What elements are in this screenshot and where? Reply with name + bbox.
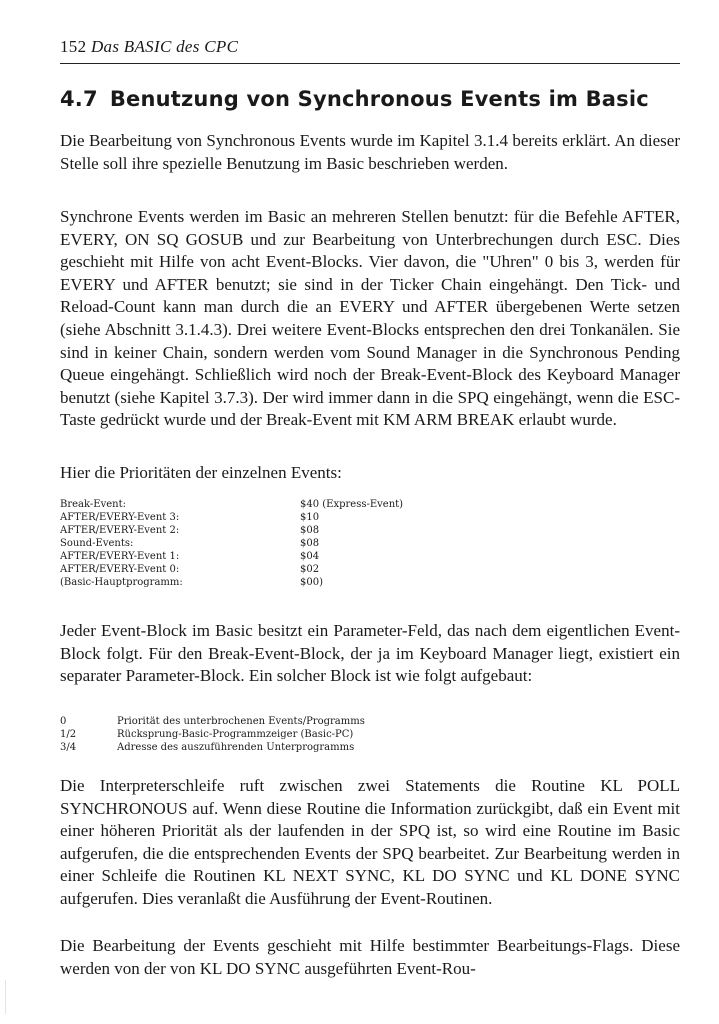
paragraph-parameter-block: Jeder Event-Block im Basic besitzt ein Parameter-Feld, das nach dem eigentlichen Event-Block folgt. Für den Break-Event-Block, der ja im Keyboard Manager liegt, existiert ein separater Parameter-Block. Ein solcher Block ist wie folgt aufgebaut: [60, 621, 680, 686]
event-priority: $40 (Express-Event) [300, 499, 404, 510]
byte-offset: 1/2 [60, 729, 77, 740]
event-name: AFTER/EVERY-Event 2: [60, 525, 180, 536]
table-row [60, 550, 403, 563]
byte-description: Rücksprung-Basic-Programmzeiger (Basic-PC) [117, 729, 354, 740]
table-row [60, 498, 403, 511]
byte-offset: 3/4 [60, 742, 77, 753]
byte-description: Adresse des auszuführenden Unterprogramms [117, 742, 355, 753]
paragraph-intro: Die Bearbeitung von Synchronous Events wurde im Kapitel 3.1.4 bereits erklärt. An dieser Stelle soll ihre spezielle Benutzung im Basic beschrieben werden. [60, 131, 680, 173]
table-row [60, 537, 403, 550]
header-rule [60, 63, 680, 64]
event-priority: $10 [300, 512, 320, 523]
paragraph-usage: Synchrone Events werden im Basic an mehreren Stellen benutzt: für die Befehle AFTER, EVERY, ON SQ GOSUB und zur Bearbeitung von Unterbrechungen durch ESC. Dies geschieht mit Hilfe von acht Event-Blocks. Vier davon, die "Uhren" 0 bis 3, werden für EVERY und AFTER benutzt; sie sind in der Ticker Chain eingehängt. Den Tick- und Reload-Count kann man durch die an EVERY und AFTER übergebenen Werte setzen (siehe Abschnitt 3.1.4.3). Drei weitere Event-Blocks entsprechen den drei Tonkanälen. Sie sind in keiner Chain, sondern werden vom Sound Manager in die Synchronous Pending Queue eingehängt. Schließlich wird noch der Break-Event-Block des Keyboard Manager benutzt (siehe Kapitel 3.7.3). Der wird immer dann in die SPQ eingehängt, wenn die ESC-Taste gedrückt wurde und der Break-Event mit KM ARM BREAK erlaubt wurde. [60, 207, 680, 430]
event-name: AFTER/EVERY-Event 0: [60, 564, 180, 575]
event-name: (Basic-Hauptprogramm: [60, 577, 183, 588]
table-row [60, 715, 365, 728]
event-name: AFTER/EVERY-Event 3: [60, 512, 180, 523]
section-heading [60, 87, 649, 111]
table-row [60, 728, 365, 741]
event-priority: $00) [300, 577, 323, 588]
page-number: 152 [60, 37, 87, 56]
event-name: AFTER/EVERY-Event 1: [60, 551, 180, 562]
event-priority: $04 [300, 551, 320, 562]
event-name: Sound-Events: [60, 538, 134, 549]
table-row [60, 741, 365, 754]
event-priority: $08 [300, 525, 320, 536]
running-head [60, 37, 238, 57]
event-priority: $08 [300, 538, 320, 549]
table-row [60, 524, 403, 537]
scan-margin-mark [5, 980, 6, 1014]
book-page [60, 0, 680, 1024]
section-number: 4.7 [60, 87, 98, 111]
byte-offset: 0 [60, 716, 67, 727]
table-row [60, 563, 403, 576]
paragraph-interpreter-loop: Die Interpreterschleife ruft zwischen zwei Statements die Routine KL POLL SYNCHRONOUS auf. Wenn diese Routine die Information zurückgibt, daß ein Event mit einer höheren Priorität als der laufenden in der SPQ ist, so wird eine Routine im Basic aufgerufen, die die entsprechenden Events der SPQ bearbeitet. Zur Bearbeitung werden in einer Schleife die Routinen KL NEXT SYNC, KL DO SYNC und KL DONE SYNC aufgerufen. Dies veranlaßt die Ausführung der Event-Routinen. [60, 776, 680, 908]
event-priority: $02 [300, 564, 320, 575]
paragraph-priorities-lead: Hier die Prioritäten der einzelnen Events: [60, 463, 342, 482]
paragraph-processing-flags: Die Bearbeitung der Events geschieht mit Hilfe bestimmter Bearbeitungs-Flags. Diese werden von der von KL DO SYNC ausgeführten Event-Rou- [60, 936, 680, 978]
byte-description: Priorität des unterbrochenen Events/Programms [117, 716, 365, 727]
section-title: Benutzung von Synchronous Events im Basic [109, 87, 649, 111]
block-layout-table [60, 715, 365, 754]
table-row [60, 576, 403, 589]
event-name: Break-Event: [60, 499, 126, 510]
book-title: Das BASIC des CPC [90, 37, 239, 56]
priority-table [60, 498, 403, 589]
table-row [60, 511, 403, 524]
